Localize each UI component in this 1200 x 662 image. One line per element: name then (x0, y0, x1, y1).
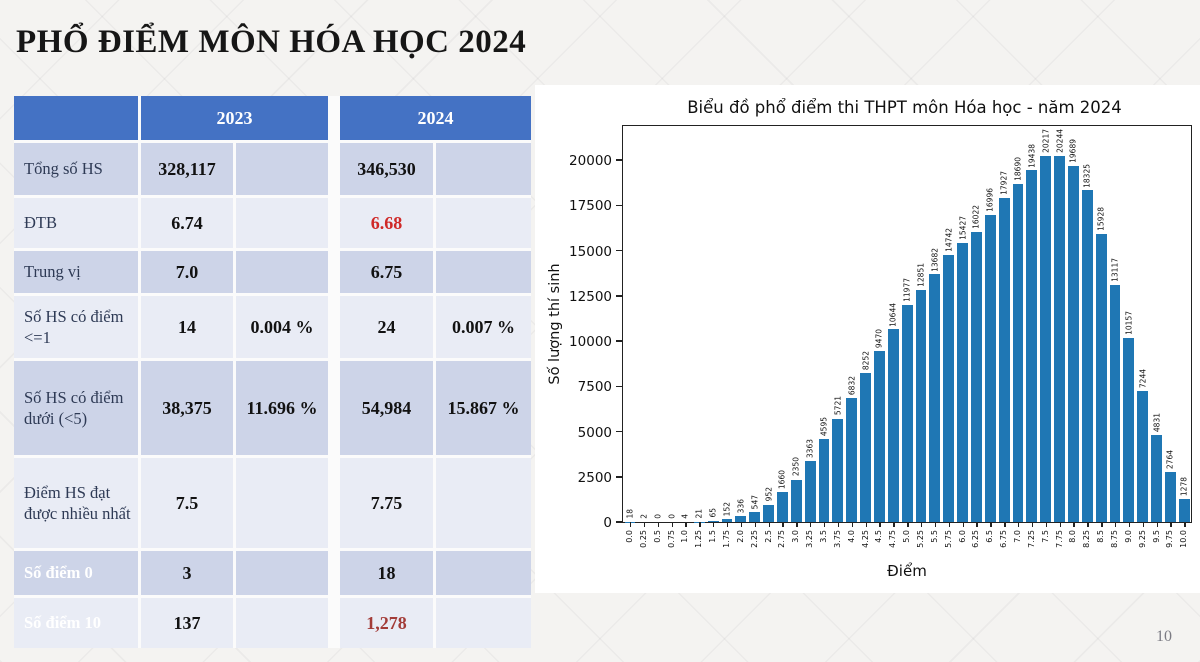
bar-slot (1122, 126, 1136, 543)
row-label-6: Điểm HS đạt được nhiều nhất (14, 458, 138, 548)
x-tick-label: 0.25 (638, 530, 648, 548)
bar-slot (900, 126, 914, 543)
bar-slot (845, 126, 859, 543)
y-tick-mark (616, 159, 623, 161)
bar (749, 512, 760, 522)
y-tick-label: 5000 (577, 424, 612, 441)
row-label-3: Trung vị (14, 251, 138, 293)
bar-value-label: 152 (722, 501, 732, 517)
y-tick-label: 2500 (577, 469, 612, 486)
bar-slot (1053, 126, 1067, 548)
comparison-table (14, 96, 531, 648)
bar-slot (886, 126, 900, 548)
plot-area (569, 125, 1192, 548)
bar-value-label: 14742 (943, 228, 953, 253)
x-tick-mark (1073, 522, 1074, 527)
bar (1137, 391, 1148, 522)
header-column-gap (331, 96, 337, 140)
bar (819, 439, 830, 522)
table-cell: 6.75 (340, 251, 433, 293)
bar-value-label: 10157 (1124, 311, 1134, 336)
table-corner-cell (14, 96, 138, 140)
x-tick-mark (769, 522, 770, 527)
y-tick-label: 20000 (569, 153, 612, 170)
x-tick-label: 2.25 (749, 530, 759, 548)
bar (1110, 285, 1121, 522)
table-cell: 24 (340, 296, 433, 358)
bar-slot (748, 126, 762, 548)
x-tick-mark (852, 522, 853, 527)
x-tick-label: 5.75 (943, 530, 953, 548)
bar-value-label: 19689 (1068, 138, 1078, 163)
table-cell: 6.74 (141, 198, 233, 248)
x-tick-label: 3.5 (818, 530, 828, 543)
column-gap (331, 143, 337, 195)
x-tick-label: 9.5 (1151, 530, 1161, 543)
x-tick-label: 3.25 (805, 530, 815, 548)
bar (1179, 499, 1190, 522)
x-tick-label: 5.0 (902, 530, 912, 543)
bar-value-label: 18325 (1082, 163, 1092, 188)
x-tick-mark (907, 522, 908, 527)
x-tick-mark (1143, 522, 1144, 527)
x-tick-mark (879, 522, 880, 527)
row-label-5: Số HS có điểm dưới (<5) (14, 361, 138, 455)
x-tick-label: 2.5 (763, 530, 773, 543)
table-cell (236, 598, 328, 648)
bar-slot (1108, 126, 1122, 548)
x-tick-mark (893, 522, 894, 527)
bar-slot (859, 126, 873, 548)
x-tick-label: 4.25 (860, 530, 870, 548)
table-cell (236, 198, 328, 248)
bar-slot (665, 126, 679, 548)
x-tick-mark (741, 522, 742, 527)
table-cell: 14 (141, 296, 233, 358)
page-number: 10 (1156, 628, 1172, 645)
bar-slot (1039, 126, 1053, 543)
bar-slot (831, 126, 845, 548)
x-tick-label: 9.75 (1165, 530, 1175, 548)
x-tick-label: 4.75 (888, 530, 898, 548)
bar (929, 274, 940, 522)
x-tick-mark (1018, 522, 1019, 527)
table-cell (436, 598, 531, 648)
bar (902, 305, 913, 522)
y-tick-label: 17500 (569, 198, 612, 215)
y-tick-mark (616, 386, 623, 388)
bar (916, 290, 927, 522)
bar (971, 232, 982, 522)
x-tick-mark (727, 522, 728, 527)
bar-slot (692, 126, 706, 548)
x-tick-mark (1046, 522, 1047, 527)
y-tick-mark (616, 340, 623, 342)
x-tick-label: 2.75 (777, 530, 787, 548)
bar-slot (872, 126, 886, 543)
bar (1040, 156, 1051, 522)
x-tick-label: 8.0 (1068, 530, 1078, 543)
bar (957, 243, 968, 522)
bar (985, 215, 996, 522)
bar-value-label: 4 (680, 514, 690, 519)
bar-value-label: 4831 (1151, 412, 1161, 432)
x-tick-label: 5.5 (929, 530, 939, 543)
table-cell: 7.75 (340, 458, 433, 548)
x-tick-label: 1.0 (680, 530, 690, 543)
column-gap (331, 551, 337, 595)
slide-title: PHỔ ĐIỂM MÔN HÓA HỌC 2024 (16, 24, 527, 60)
x-tick-label: 9.25 (1137, 530, 1147, 548)
x-tick-label: 7.75 (1054, 530, 1064, 548)
x-tick-mark (1101, 522, 1102, 527)
bar (943, 255, 954, 522)
row-label-2: ĐTB (14, 198, 138, 248)
x-tick-mark (630, 522, 631, 527)
table-cell (436, 551, 531, 595)
bar (846, 398, 857, 522)
bars-container (623, 126, 1191, 548)
bar (1165, 472, 1176, 522)
bar-slot (762, 126, 776, 543)
bar (888, 329, 899, 522)
bar-value-label: 15427 (957, 216, 967, 240)
table-cell (236, 143, 328, 195)
bar-value-label: 20244 (1054, 128, 1064, 153)
bar-value-label: 1278 (1179, 476, 1189, 496)
column-gap (331, 198, 337, 248)
bar-value-label: 2350 (791, 457, 801, 477)
column-gap (331, 361, 337, 455)
x-tick-label: 2.0 (735, 530, 745, 543)
x-tick-label: 4.0 (846, 530, 856, 543)
bar-slot (637, 126, 651, 548)
table-cell (236, 551, 328, 595)
bar-slot (928, 126, 942, 543)
bar-slot (817, 126, 831, 543)
x-tick-mark (755, 522, 756, 527)
row-label-8: Số điểm 10 (14, 598, 138, 648)
table-cell: 18 (340, 551, 433, 595)
x-tick-label: 1.25 (694, 530, 704, 548)
x-tick-mark (796, 522, 797, 527)
column-header-2024: 2024 (340, 96, 531, 140)
chart-title: Biểu đồ phổ điểm thi THPT môn Hóa học - năm 2024 (687, 98, 1122, 117)
y-tick-mark (616, 250, 623, 252)
bar-slot (1080, 126, 1094, 548)
y-tick-label: 12500 (569, 288, 612, 305)
bar-slot (942, 126, 956, 548)
bar (1123, 338, 1134, 522)
x-tick-mark (685, 522, 686, 527)
row-label-1: Tổng số HS (14, 143, 138, 195)
bar-slot (803, 126, 817, 548)
table-cell: 7.5 (141, 458, 233, 548)
bar-value-label: 5721 (833, 396, 843, 416)
column-header-2023: 2023 (141, 96, 328, 140)
table-cell: 15.867 % (436, 361, 531, 455)
table-cell (436, 143, 531, 195)
x-tick-label: 8.75 (1110, 530, 1119, 548)
y-tick-mark (616, 431, 623, 433)
bar-value-label: 17927 (999, 170, 1009, 195)
bar-slot (623, 126, 637, 543)
x-tick-mark (782, 522, 783, 527)
bar-slot (734, 126, 748, 543)
table-cell (236, 251, 328, 293)
table-cell: 3 (141, 551, 233, 595)
bar (1068, 166, 1079, 522)
table-cell (436, 198, 531, 248)
x-tick-label: 1.5 (708, 530, 718, 543)
x-tick-label: 3.75 (832, 530, 842, 548)
y-tick-mark (616, 476, 623, 478)
x-tick-label: 6.5 (985, 530, 995, 543)
bar (1151, 435, 1162, 522)
x-tick-mark (1184, 522, 1185, 527)
bar-value-label: 13117 (1110, 257, 1120, 282)
column-gap (331, 458, 337, 548)
bar-value-label: 9470 (874, 328, 884, 348)
x-tick-mark (1004, 522, 1005, 527)
bar (1026, 170, 1037, 522)
table-cell: 0.007 % (436, 296, 531, 358)
bar-slot (997, 126, 1011, 548)
x-tick-label: 7.25 (1026, 530, 1036, 548)
bar-value-label: 19438 (1027, 143, 1037, 168)
table-cell: 38,375 (141, 361, 233, 455)
x-tick-mark (824, 522, 825, 527)
bar-slot (789, 126, 803, 543)
x-tick-mark (810, 522, 811, 527)
x-tick-label: 7.5 (1040, 530, 1050, 543)
bar (805, 461, 816, 522)
bar-slot (775, 126, 789, 548)
y-tick-label: 0 (603, 515, 612, 531)
table-cell: 137 (141, 598, 233, 648)
x-tick-mark (644, 522, 645, 527)
bar-slot (969, 126, 983, 548)
table-cell: 6.68 (340, 198, 433, 248)
row-label-7: Số điểm 0 (14, 551, 138, 595)
x-tick-label: 6.0 (957, 530, 967, 543)
bar-slot (1067, 126, 1081, 543)
table-cell (436, 251, 531, 293)
x-tick-label: 9.0 (1123, 530, 1133, 543)
x-axis-label: Điểm (887, 562, 927, 580)
bar-value-label: 0 (666, 514, 676, 519)
table-cell: 54,984 (340, 361, 433, 455)
x-tick-label: 6.75 (999, 530, 1009, 548)
table-cell: 328,117 (141, 143, 233, 195)
bar (832, 419, 843, 522)
bar-value-label: 15928 (1096, 207, 1106, 231)
x-tick-mark (838, 522, 839, 527)
bar-slot (1177, 126, 1191, 548)
chart-panel (535, 85, 1200, 593)
bar-slot (678, 126, 692, 543)
x-tick-label: 0.5 (652, 530, 662, 543)
y-tick-label: 7500 (577, 379, 612, 396)
bar-slot (1164, 126, 1178, 548)
table-cell: 346,530 (340, 143, 433, 195)
x-tick-mark (1032, 522, 1033, 527)
bar-value-label: 21 (694, 509, 704, 519)
x-tick-mark (866, 522, 867, 527)
x-tick-label: 3.0 (791, 530, 801, 543)
table-cell: 1,278 (340, 598, 433, 648)
x-tick-mark (1170, 522, 1171, 527)
column-gap (331, 296, 337, 358)
bar (777, 492, 788, 522)
bar-value-label: 65 (708, 508, 718, 518)
bar (860, 373, 871, 522)
bar-value-label: 12851 (916, 262, 926, 287)
x-tick-mark (1115, 522, 1116, 527)
bar-value-label: 3363 (805, 439, 815, 459)
x-tick-label: 8.25 (1082, 530, 1092, 548)
bar-value-label: 7244 (1137, 368, 1147, 388)
bar-slot (983, 126, 997, 543)
row-label-4: Số HS có điểm <=1 (14, 296, 138, 358)
bar-value-label: 18 (625, 509, 635, 519)
y-tick-label: 10000 (569, 334, 612, 351)
bar-value-label: 952 (763, 487, 773, 502)
bar (874, 351, 885, 522)
table-cell (236, 458, 328, 548)
x-tick-mark (976, 522, 977, 527)
x-tick-mark (963, 522, 964, 527)
bar-value-label: 2 (639, 514, 649, 519)
x-tick-label: 6.25 (971, 530, 981, 548)
bar-slot (956, 126, 970, 543)
bar-value-label: 13682 (930, 247, 940, 272)
x-tick-label: 1.75 (721, 530, 731, 548)
bar (999, 198, 1010, 522)
x-tick-label: 0.75 (666, 530, 676, 548)
bar (1082, 190, 1093, 522)
y-tick-mark (616, 205, 623, 207)
bar-value-label: 18690 (1013, 157, 1023, 181)
bar-value-label: 547 (749, 494, 759, 510)
x-tick-label: 8.5 (1096, 530, 1106, 543)
bar (1013, 184, 1024, 522)
x-tick-label: 4.5 (874, 530, 884, 543)
bar-value-label: 20217 (1040, 129, 1050, 154)
bar-value-label: 10644 (888, 302, 898, 327)
x-tick-mark (1060, 522, 1061, 527)
x-tick-mark (672, 522, 673, 527)
bar-slot (914, 126, 928, 548)
bar-slot (1094, 126, 1108, 543)
x-tick-mark (658, 522, 659, 527)
y-tick-mark (616, 521, 623, 523)
column-gap (331, 598, 337, 648)
y-tick-mark (616, 295, 623, 297)
bar (1054, 156, 1065, 522)
bar-slot (1150, 126, 1164, 543)
bar-slot (706, 126, 720, 543)
table-cell: 11.696 % (236, 361, 328, 455)
table-cell (436, 458, 531, 548)
bar-slot (1011, 126, 1025, 543)
bar-slot (720, 126, 734, 548)
bar-value-label: 16996 (985, 187, 995, 212)
table-cell: 7.0 (141, 251, 233, 293)
bar-value-label: 2764 (1165, 449, 1175, 469)
x-tick-mark (921, 522, 922, 527)
x-tick-label: 0.0 (624, 530, 634, 543)
column-gap (331, 251, 337, 293)
x-tick-mark (1087, 522, 1088, 527)
bar-value-label: 0 (652, 514, 662, 519)
bar-value-label: 1660 (777, 469, 787, 489)
bar-value-label: 336 (736, 498, 746, 513)
bar (763, 505, 774, 522)
y-axis-label: Số lượng thí sinh (547, 263, 563, 385)
bar-slot (1025, 126, 1039, 548)
bar (1096, 234, 1107, 522)
bar-value-label: 6832 (846, 376, 856, 396)
bar (791, 480, 802, 523)
table-cell: 0.004 % (236, 296, 328, 358)
x-tick-mark (949, 522, 950, 527)
y-tick-label: 15000 (569, 243, 612, 260)
bar-value-label: 16022 (971, 205, 981, 230)
bar-slot (1136, 126, 1150, 548)
x-tick-mark (1157, 522, 1158, 527)
bar-value-label: 8252 (860, 350, 870, 370)
bar-value-label: 11977 (902, 278, 912, 303)
x-tick-label: 7.0 (1012, 530, 1022, 543)
bar-value-label: 4595 (819, 416, 829, 436)
x-tick-mark (699, 522, 700, 527)
x-tick-label: 5.25 (915, 530, 925, 548)
x-tick-mark (935, 522, 936, 527)
x-tick-mark (990, 522, 991, 527)
x-tick-mark (713, 522, 714, 527)
bar-slot (651, 126, 665, 543)
x-tick-mark (1129, 522, 1130, 527)
x-tick-label: 10.0 (1179, 530, 1189, 548)
